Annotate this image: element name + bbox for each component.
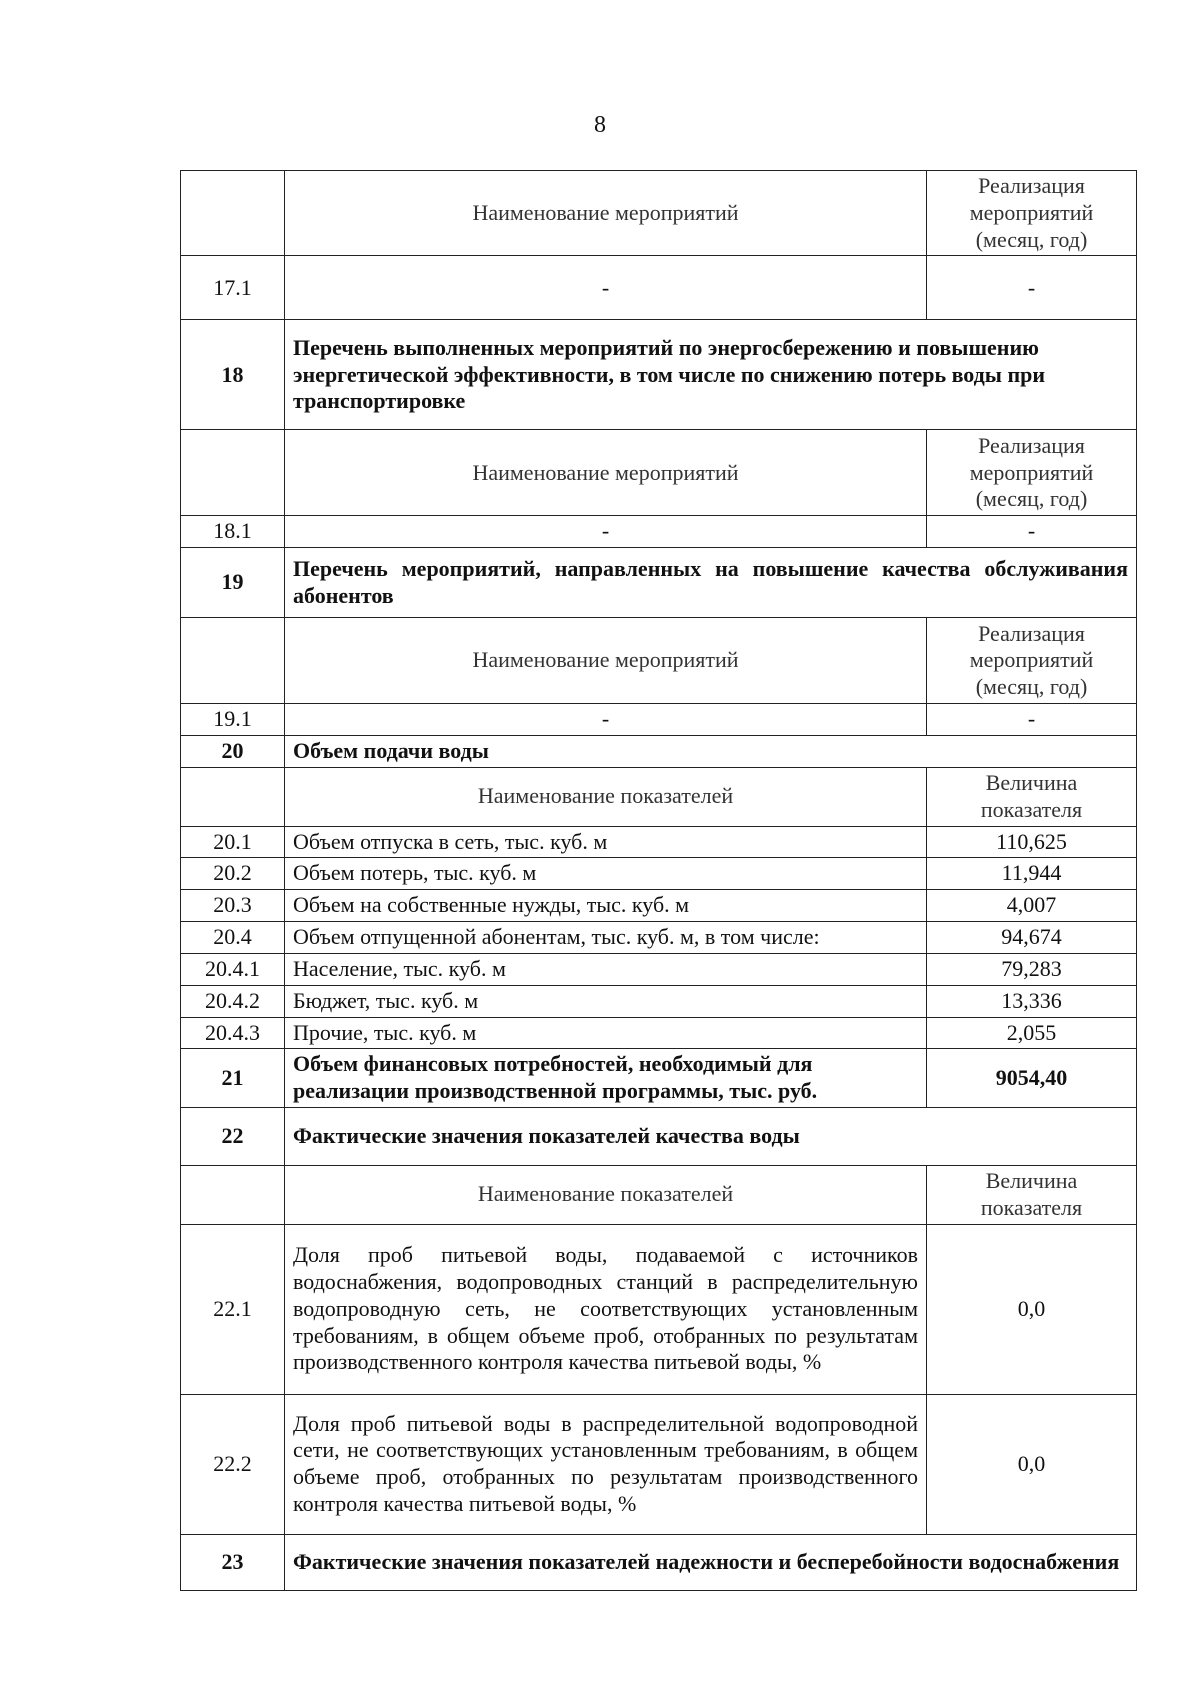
measures-header-row [181, 430, 1137, 516]
program-table [180, 170, 1137, 1591]
section-number: 22 [181, 1108, 285, 1166]
header-indicators-value: Величина показателя [927, 767, 1137, 826]
row-value: 79,283 [927, 953, 1137, 985]
row-number: 20.1 [181, 826, 285, 858]
header-measures-impl: Реализация мероприятий (месяц, год) [927, 430, 1137, 516]
empty-cell [181, 767, 285, 826]
indicators-header-row [181, 1166, 1137, 1225]
section-number: 18 [181, 320, 285, 430]
row-name: Доля проб питьевой воды в распределительной водопроводной сети, не соответствующих установленным требованиям, в общем объеме проб, отобранных по результатам производственного контроля качества питьевой воды, % [285, 1394, 927, 1534]
row-number: 20.4.3 [181, 1017, 285, 1049]
header-indicators-value: Величина показателя [927, 1166, 1137, 1225]
empty-cell [181, 1166, 285, 1225]
row-number: 19.1 [181, 704, 285, 736]
section-number: 20 [181, 736, 285, 768]
row-value: 11,944 [927, 858, 1137, 890]
row-value: 13,336 [927, 985, 1137, 1017]
section-title: Объем финансовых потребностей, необходимый для реализации производственной программы, тыс. руб. [285, 1049, 927, 1108]
row-number: 20.4.2 [181, 985, 285, 1017]
row-number: 22.2 [181, 1394, 285, 1534]
measures-header-row [181, 171, 1137, 256]
header-measures-name: Наименование мероприятий [285, 618, 927, 704]
section-title: Фактические значения показателей надежности и бесперебойности водоснабжения [285, 1534, 1137, 1590]
header-measures-impl: Реализация мероприятий (месяц, год) [927, 171, 1137, 256]
row-name: Объем на собственные нужды, тыс. куб. м [285, 890, 927, 922]
header-measures-name: Наименование мероприятий [285, 430, 927, 516]
section-title: Объем подачи воды [285, 736, 1137, 768]
dash-cell: - [285, 704, 927, 736]
section-title: Фактические значения показателей качества воды [285, 1108, 1137, 1166]
header-indicators-name: Наименование показателей [285, 1166, 927, 1225]
section-number: 23 [181, 1534, 285, 1590]
section-23-row [181, 1534, 1137, 1590]
section-title: Перечень выполненных мероприятий по энергосбережению и повышению энергетической эффективности, в том числе по снижению потерь воды при транспортировке [285, 320, 1137, 430]
row-value: 110,625 [927, 826, 1137, 858]
row-value: 2,055 [927, 1017, 1137, 1049]
row-name: Население, тыс. куб. м [285, 953, 927, 985]
section-value: 9054,40 [927, 1049, 1137, 1108]
table-row [181, 826, 1137, 858]
table-row [181, 985, 1137, 1017]
section-22-row [181, 1108, 1137, 1166]
row-number: 20.4 [181, 922, 285, 954]
row-name: Доля проб питьевой воды, подаваемой с источников водоснабжения, водопроводных станций в распределительную водопроводную сеть, не соответствующих установленным требованиям, в общем объеме проб, отобранных по результатам производственного контроля качества питьевой воды, % [285, 1224, 927, 1394]
row-value: 0,0 [927, 1394, 1137, 1534]
table-row [181, 953, 1137, 985]
section-18-row [181, 320, 1137, 430]
row-number: 22.1 [181, 1224, 285, 1394]
row-number: 18.1 [181, 516, 285, 548]
section-title: Перечень мероприятий, направленных на повышение качества обслуживания абонентов [285, 548, 1137, 618]
empty-cell [181, 171, 285, 256]
row-19-1 [181, 704, 1137, 736]
row-number: 20.2 [181, 858, 285, 890]
row-17-1 [181, 256, 1137, 320]
row-name: Объем отпуска в сеть, тыс. куб. м [285, 826, 927, 858]
row-18-1 [181, 516, 1137, 548]
row-number: 20.3 [181, 890, 285, 922]
table-row [181, 1224, 1137, 1394]
table-row [181, 858, 1137, 890]
table-row [181, 890, 1137, 922]
row-name: Объем отпущенной абонентам, тыс. куб. м, в том числе: [285, 922, 927, 954]
row-number: 17.1 [181, 256, 285, 320]
row-name: Объем потерь, тыс. куб. м [285, 858, 927, 890]
header-measures-impl: Реализация мероприятий (месяц, год) [927, 618, 1137, 704]
row-value: 0,0 [927, 1224, 1137, 1394]
section-19-row [181, 548, 1137, 618]
section-21-row [181, 1049, 1137, 1108]
row-value: 94,674 [927, 922, 1137, 954]
dash-cell: - [927, 256, 1137, 320]
dash-cell: - [927, 704, 1137, 736]
table-row [181, 1017, 1137, 1049]
row-value: 4,007 [927, 890, 1137, 922]
table-row [181, 922, 1137, 954]
header-measures-name: Наименование мероприятий [285, 171, 927, 256]
row-name: Прочие, тыс. куб. м [285, 1017, 927, 1049]
header-indicators-name: Наименование показателей [285, 767, 927, 826]
dash-cell: - [285, 516, 927, 548]
section-number: 19 [181, 548, 285, 618]
empty-cell [181, 618, 285, 704]
dash-cell: - [927, 516, 1137, 548]
section-20-row [181, 736, 1137, 768]
measures-header-row [181, 618, 1137, 704]
row-name: Бюджет, тыс. куб. м [285, 985, 927, 1017]
empty-cell [181, 430, 285, 516]
page-number: 8 [594, 112, 606, 138]
section-number: 21 [181, 1049, 285, 1108]
row-number: 20.4.1 [181, 953, 285, 985]
dash-cell: - [285, 256, 927, 320]
indicators-header-row [181, 767, 1137, 826]
table-row [181, 1394, 1137, 1534]
